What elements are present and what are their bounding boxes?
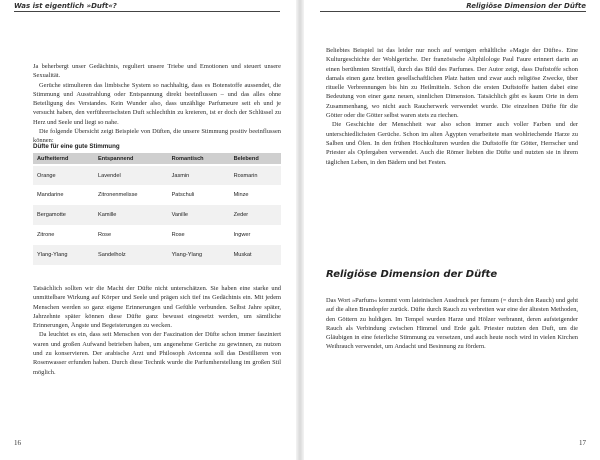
table-header-cell: Romantisch [168, 153, 230, 165]
left-paragraph: Gerüche stimulieren das limbische System so nachhaltig, dass es Botenstoffe aussendet, die Stimmung und Ausstrahlung oder Entspannung direkt beeinflussen – und das alles ohne Beteiligung des Verstandes. Kein Wunder also, dass unzählige Parfumeure seit eh und je versucht haben, den verführerischsten Duft schlechthin zu kreieren, ist er doch der Schlüssel zu Herz und Seele und liegt so nahe. [33, 81, 281, 126]
table-cell: Ylang-Ylang [168, 245, 230, 265]
table-cell: Rose [168, 225, 230, 245]
table-header-cell: Entspannend [94, 153, 168, 165]
table-cell: Mandarine [33, 185, 94, 205]
table-cell: Muskat [230, 245, 281, 265]
left-paragraph: Ja beherbergt unser Gedächtnis, reguliert unsere Triebe und Emotionen und steuert unsere Sexualität. [33, 63, 281, 80]
right-paragraph: Beliebtes Beispiel ist das leider nur noch auf wenigen erhältliche »Magie der Düfte«. Eine Kulturgeschichte der Wohlgerüche. Der französische Altphilologe Paul Faure erinnert darin an einen berühmten Streitfall, durch das Bild des Parfumes. Der Autor zeigt, dass Duftstoffe schon damals einen ganz breiten gesellschaftlichen Platz hatten und zwar auch religiöse Zwecke, über rituelle Verbrennungen bis hin zu Heilmitteln. Schon die ersten Duftstoffe hatten dabei eine Bedeutung von einer ganz neuen, sinnlichen Dimension. Tatsächlich gibt es kaum Orte in dem Zusammenhang, wo nicht auch Raucherwerk verwendet wurde. Die einzelnen Düfte für die Götter oder die Götter selbst waren stets zu riechen. [326, 47, 578, 120]
right-page-number: 17 [579, 439, 586, 447]
table-cell: Rosmarin [230, 165, 281, 185]
table-row [33, 225, 281, 245]
book-gutter [296, 0, 304, 460]
right-bottom-text [326, 296, 578, 352]
table-row [33, 165, 281, 185]
table-header-cell: Belebend [230, 153, 281, 165]
table-cell: Zitrone [33, 225, 94, 245]
table-cell: Zeder [230, 205, 281, 225]
table-cell: Kamille [94, 205, 168, 225]
table-cell: Vanille [168, 205, 230, 225]
table-header-cell: Aufheiternd [33, 153, 94, 165]
left-table-intro: Die folgende Übersicht zeigt Beispiele von Düften, die unsere Stimmung positiv beeinflussen können: [33, 128, 281, 145]
right-paragraph: Die Geschichte der Menschheit war also schon immer auch voller Farben und der unterschiedlichsten Gerüche. Schon im alten Ägypten verarbeitete man wohlriechende Harze zu Salben und Ölen. In den frühen Hochkulturen wurden die Duftstoffe für Götter, Herrscher und Priester als Opfergaben verwendet. Auch die Römer liebten die Düfte und nutzten sie in ihrem täglichen Leben, in den Bädern und bei Festen. [326, 121, 578, 166]
table-header-row [33, 153, 281, 165]
table-cell: Zitronenmelisse [94, 185, 168, 205]
left-bottom-text [33, 284, 281, 377]
table-cell: Orange [33, 165, 94, 185]
left-running-head: Was ist eigentlich »Duft«? [14, 0, 280, 12]
right-top-text [326, 46, 578, 167]
table-cell: Minze [230, 185, 281, 205]
table-row [33, 245, 281, 265]
table-cell: Rose [94, 225, 168, 245]
table-cell: Ylang-Ylang [33, 245, 94, 265]
mood-scents-table [33, 153, 281, 265]
right-paragraph: Das Wort »Parfum« kommt vom lateinischen Ausdruck per fumum (= durch den Rauch) und geht auf die alten Brandopfer zurück. Düfte durch Rauch zu verbreiten war eine der ältesten Methoden, den Göttern zu huldigen. Im Tempel wurden Harze und Hölzer verbrannt, deren aufsteigender Rauch als Verbindung zwischen Himmel und Erde galt. Priester nutzten den Duft, um die Gläubigen in eine feierliche Stimmung zu versetzen, und auch heute noch wird in vielen Kirchen Weihrauch verwendet, um Andacht und Besinnung zu fördern. [326, 297, 578, 351]
left-paragraph: Da leuchtet es ein, dass seit Menschen von der Faszination der Düfte schon immer fasziniert waren und großen Aufwand betrieben haben, um angenehme Gerüche zu gewinnen, zu nutzen und zu konservieren. Der arabische Arzt und Philosoph Avicenna soll das Destillieren von Rosenwasser erfunden haben. Durch diese Technik wurde die Parfumherstellung im großen Stil möglich. [33, 331, 281, 376]
table-row [33, 185, 281, 205]
table-cell: Ingwer [230, 225, 281, 245]
table-cell: Lavendel [94, 165, 168, 185]
section-heading: Religiöse Dimension der Düfte [326, 269, 498, 280]
table-cell: Bergamotte [33, 205, 94, 225]
left-page [0, 0, 296, 460]
table-cell: Jasmin [168, 165, 230, 185]
left-page-number: 16 [14, 439, 21, 447]
right-page [304, 0, 600, 460]
table-cell: Sandelholz [94, 245, 168, 265]
table-title: Düfte für eine gute Stimmung [33, 143, 120, 150]
right-running-head: Religiöse Dimension der Düfte [320, 0, 586, 12]
table-row [33, 205, 281, 225]
table-cell: Patschuli [168, 185, 230, 205]
left-paragraph: Tatsächlich sollten wir die Macht der Düfte nicht unterschätzen. Sie haben eine starke und unmittelbare Wirkung auf Körper und Seele und prägen sich tief ins Gedächtnis ein. Mit jedem Menschen werden so ganz eigene Erinnerungen und Gefühle verbunden. Selbst Jahre später, Jahrzehnte später können diese Düfte ganz bewusst eingesetzt werden, um sämtliche Erinnerungen, Ängste und Begeisterungen zu wecken. [33, 285, 281, 330]
left-top-text [33, 62, 281, 146]
